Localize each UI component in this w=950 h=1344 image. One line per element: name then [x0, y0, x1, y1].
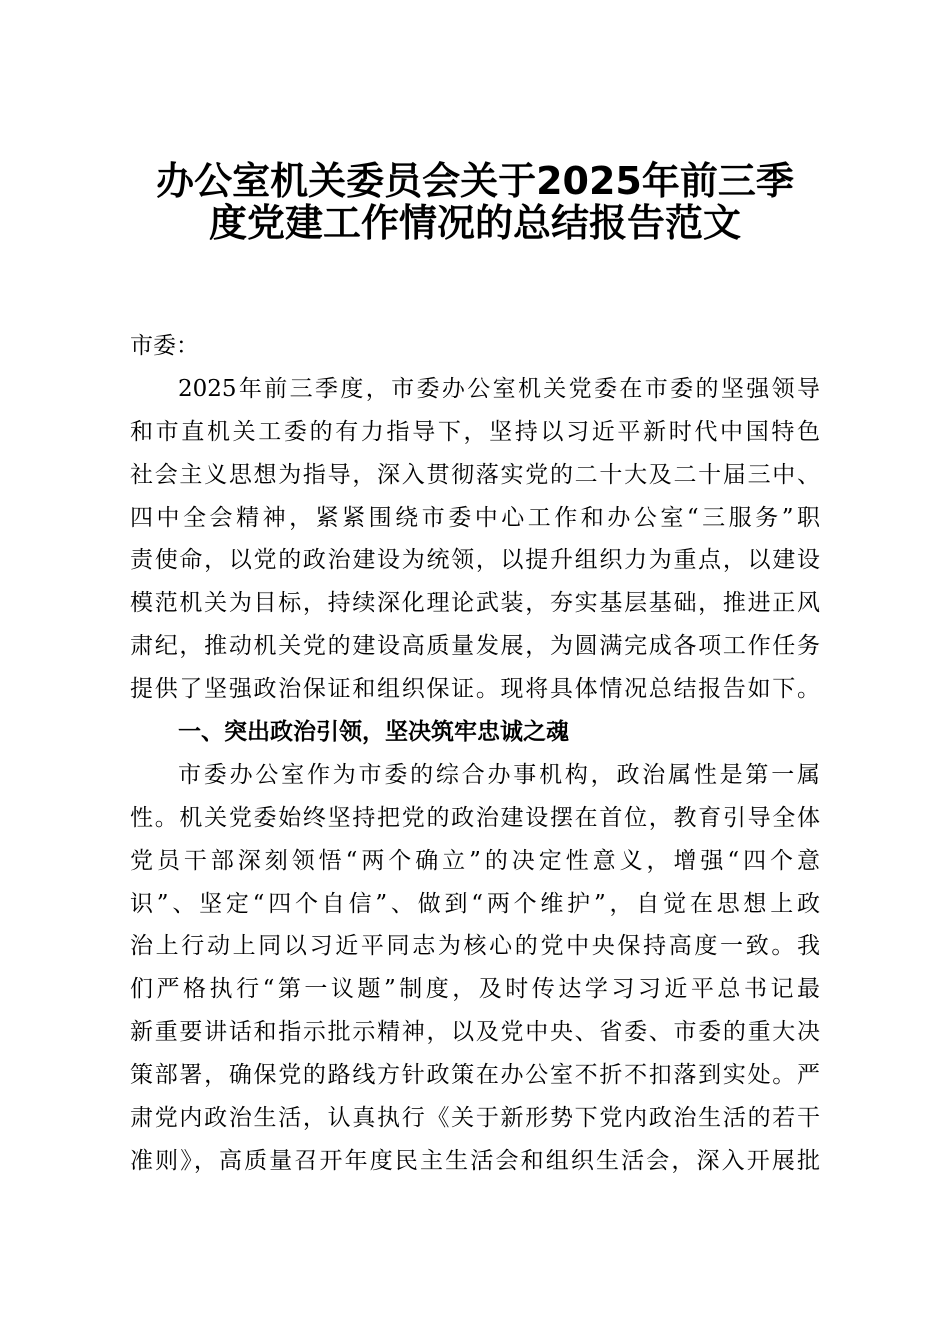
paragraph-line: 治上行动上同以习近平同志为核心的党中央保持高度一致。我 [130, 933, 820, 960]
paragraph-line: 四中全会精神，紧紧围绕市委中心工作和办公室“三服务”职 [130, 504, 820, 531]
paragraph-line: 准则》，高质量召开年度民主生活会和组织生活会，深入开展批 [130, 1147, 820, 1174]
paragraph-intro [130, 368, 820, 711]
paragraph-line: 和市直机关工委的有力指导下，坚持以习近平新时代中国特色 [130, 418, 820, 445]
title-line-2: 度党建工作情况的总结报告范文 [208, 201, 741, 245]
paragraph-line: 肃党内政治生活，认真执行《关于新形势下党内政治生活的若干 [130, 1105, 820, 1132]
paragraph-line: 提供了坚强政治保证和组织保证。现将具体情况总结报告如下。 [130, 676, 820, 703]
paragraph-line: 党员干部深刻领悟“两个确立”的决定性意义，增强“四个意 [130, 847, 820, 874]
paragraph-line: 社会主义思想为指导，深入贯彻落实党的二十大及二十届三中、 [130, 461, 820, 488]
paragraph-line: 们严格执行“第一议题”制度，及时传达学习习近平总书记最 [130, 976, 820, 1003]
section-heading-1: 一、突出政治引领，坚决筑牢忠诚之魂 [178, 719, 569, 746]
paragraph-line: 市委办公室作为市委的综合办事机构，政治属性是第一属 [178, 761, 820, 788]
paragraph-line: 肃纪，推动机关党的建设高质量发展，为圆满完成各项工作任务 [130, 633, 820, 660]
salutation: 市委： [130, 333, 199, 359]
paragraph-line: 策部署，确保党的路线方针政策在办公室不折不扣落到实处。严 [130, 1062, 820, 1089]
paragraph-line: 模范机关为目标，持续深化理论武装，夯实基层基础，推进正风 [130, 590, 820, 617]
title-line-1: 办公室机关委员会关于2025年前三季 [156, 159, 794, 203]
paragraph-section-1 [130, 754, 820, 1183]
document-body [130, 325, 820, 1183]
document-title [120, 160, 830, 244]
paragraph-line: 责使命，以党的政治建设为统领，以提升组织力为重点，以建设 [130, 547, 820, 574]
paragraph-line: 新重要讲话和指示批示精神，以及党中央、省委、市委的重大决 [130, 1019, 820, 1046]
paragraph-line: 识”、坚定“四个自信”、做到“两个维护”，自觉在思想上政 [130, 890, 820, 917]
paragraph-line: 性。机关党委始终坚持把党的政治建设摆在首位，教育引导全体 [130, 804, 820, 831]
paragraph-line: 2025年前三季度，市委办公室机关党委在市委的坚强领导 [178, 375, 820, 402]
